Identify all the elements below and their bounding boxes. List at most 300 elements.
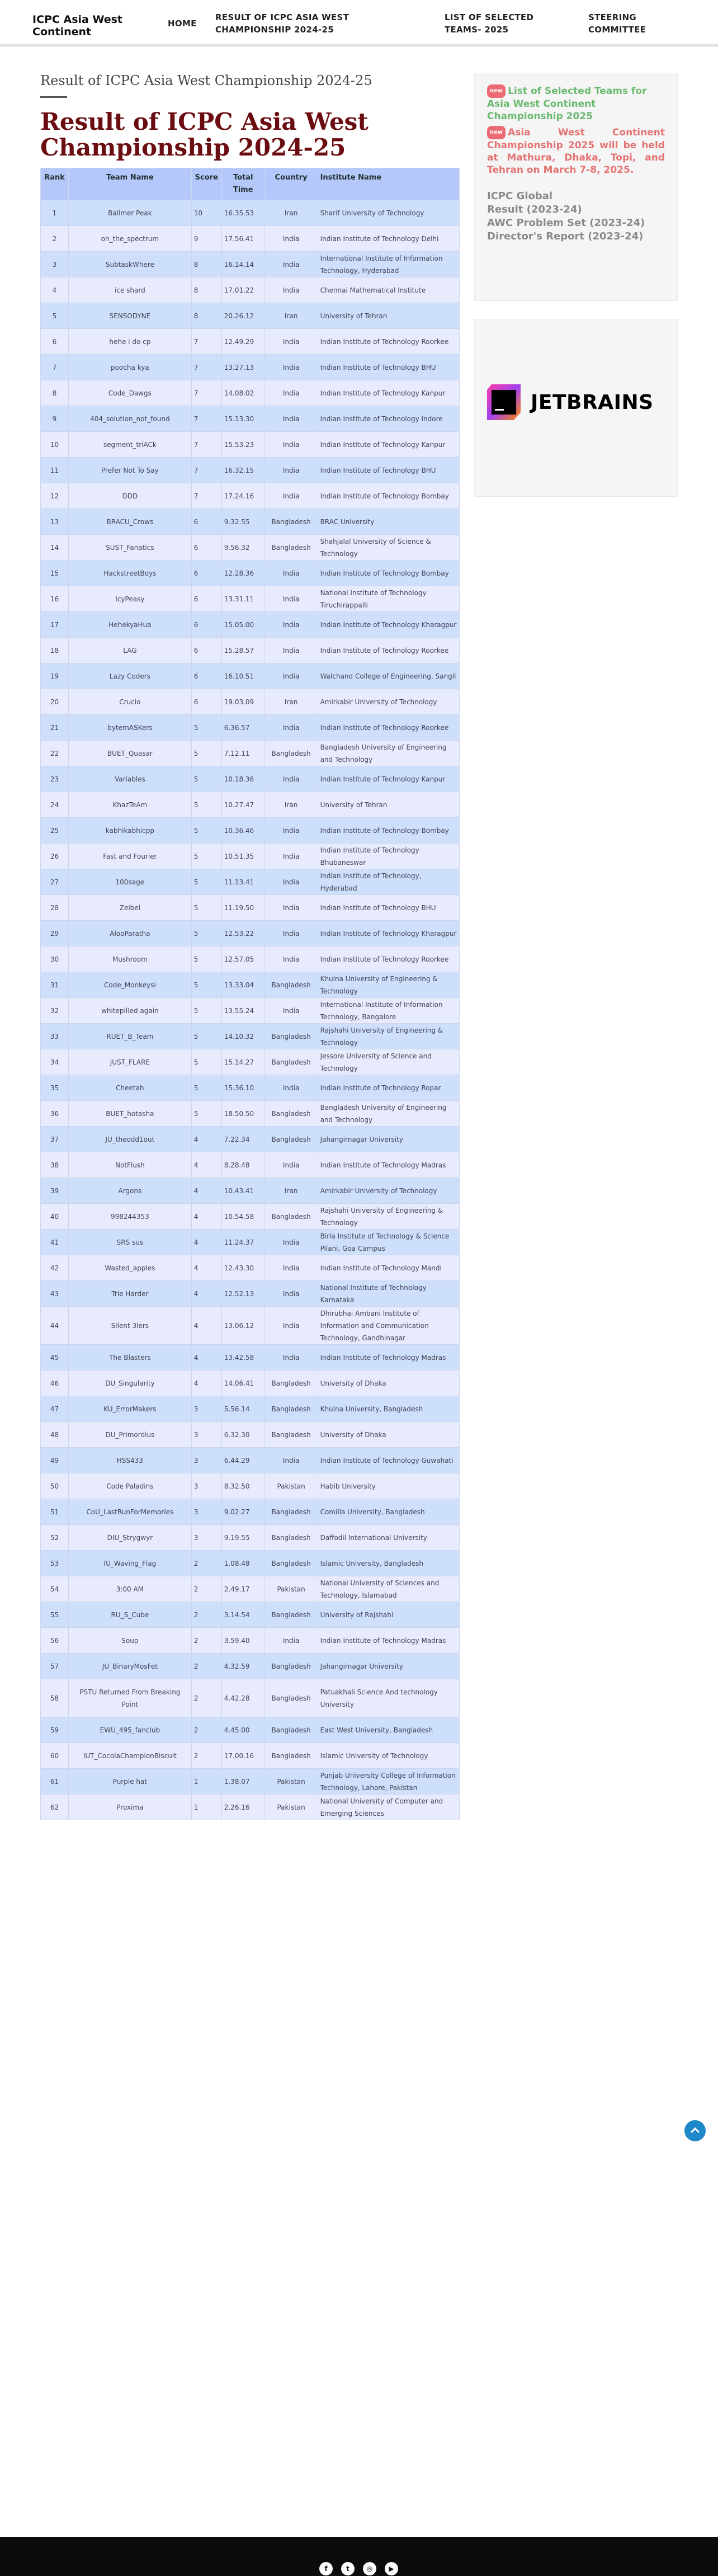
cell-team-name: IcyPeasy [68, 586, 191, 612]
cell-rank: 7 [41, 355, 69, 380]
cell-team-name: NotFlush [68, 1152, 191, 1178]
cell-institute-name: National University of Sciences and Technology, Islamabad [318, 1576, 459, 1602]
table-row [41, 252, 460, 277]
table-row [41, 432, 460, 458]
table-row [41, 509, 460, 535]
site-brand[interactable]: ICPC Asia West Continent [32, 13, 123, 38]
cell-country: India [264, 1255, 318, 1281]
cell-score: 4 [191, 1255, 221, 1281]
cell-team-name: Cheetah [68, 1075, 191, 1101]
championship-announcement-link[interactable] [487, 126, 665, 176]
cell-total-time: 15.14.27 [221, 1049, 264, 1075]
cell-team-name: whitepilled again [68, 998, 191, 1024]
table-row [41, 766, 460, 792]
cell-rank: 15 [41, 561, 69, 586]
table-row [41, 1576, 460, 1602]
cell-rank: 41 [41, 1230, 69, 1255]
cell-institute-name: Indian Institute of Technology Kanpur [318, 380, 459, 406]
cell-team-name: Wasted_apples [68, 1255, 191, 1281]
cell-country: Bangladesh [264, 1204, 318, 1230]
table-row [41, 1255, 460, 1281]
cell-country: Bangladesh [264, 1602, 318, 1628]
cell-institute-name: Indian Institute of Technology Bombay [318, 561, 459, 586]
cell-country: India [264, 458, 318, 483]
cell-team-name: Trie Harder [68, 1281, 191, 1307]
cell-institute-name: BRAC University [318, 509, 459, 535]
cell-country: India [264, 1230, 318, 1255]
cell-total-time: 13.06.12 [221, 1307, 264, 1345]
cell-country: Bangladesh [264, 741, 318, 766]
cell-rank: 11 [41, 458, 69, 483]
cell-score: 4 [191, 1371, 221, 1396]
cell-total-time: 12.52.13 [221, 1281, 264, 1307]
cell-score: 3 [191, 1525, 221, 1551]
cell-rank: 50 [41, 1473, 69, 1499]
sponsor-panel [474, 319, 678, 497]
cell-total-time: 3.59.40 [221, 1628, 264, 1654]
nav-steering-committee-link[interactable]: STEERING COMMITTEE [588, 12, 646, 35]
cell-total-time: 4.42.28 [221, 1679, 264, 1717]
cell-country: India [264, 1345, 318, 1371]
cell-institute-name: Indian Institute of Technology Madras [318, 1628, 459, 1654]
cell-institute-name: Indian Institute of Technology Madras [318, 1345, 459, 1371]
table-row [41, 277, 460, 303]
table-row [41, 1551, 460, 1576]
cell-country: India [264, 715, 318, 741]
table-row [41, 483, 460, 509]
cell-team-name: Silent 3lers [68, 1307, 191, 1345]
cell-team-name: DIU_Strygwyr [68, 1525, 191, 1551]
cell-total-time: 16.10.51 [221, 663, 264, 689]
cell-rank: 59 [41, 1717, 69, 1743]
cell-team-name: LAG [68, 638, 191, 663]
cell-total-time: 9.56.32 [221, 535, 264, 561]
cell-country: India [264, 1448, 318, 1473]
table-row [41, 406, 460, 432]
cell-score: 5 [191, 1049, 221, 1075]
table-row [41, 1345, 460, 1371]
table-row [41, 998, 460, 1024]
cell-team-name: 100sage [68, 869, 191, 895]
cell-country: India [264, 869, 318, 895]
cell-team-name: JUST_FLARE [68, 1049, 191, 1075]
selected-teams-link[interactable] [487, 84, 665, 123]
cell-score: 3 [191, 1448, 221, 1473]
cell-team-name: 3:00 AM [68, 1576, 191, 1602]
nav-selected-teams-link[interactable]: LIST OF SELECTED TEAMS- 2025 [445, 12, 534, 35]
cell-country: Pakistan [264, 1769, 318, 1795]
cell-rank: 46 [41, 1371, 69, 1396]
table-row [41, 1101, 460, 1127]
cell-team-name: PSTU Returned From Breaking Point [68, 1679, 191, 1717]
cell-score: 4 [191, 1281, 221, 1307]
cell-country: India [264, 895, 318, 921]
cell-rank: 14 [41, 535, 69, 561]
table-row [41, 1473, 460, 1499]
cell-country: Bangladesh [264, 509, 318, 535]
table-row [41, 1075, 460, 1101]
table-row [41, 946, 460, 972]
table-row [41, 586, 460, 612]
cell-team-name: ice shard [68, 277, 191, 303]
cell-country: Pakistan [264, 1576, 318, 1602]
cell-rank: 38 [41, 1152, 69, 1178]
cell-country: India [264, 1307, 318, 1345]
cell-rank: 62 [41, 1795, 69, 1820]
cell-score: 2 [191, 1576, 221, 1602]
cell-institute-name: Shahjalal University of Science & Technology [318, 535, 459, 561]
table-row [41, 972, 460, 998]
nav-result-link[interactable]: RESULT OF ICPC ASIA WEST CHAMPIONSHIP 2024-25 [215, 12, 349, 35]
cell-team-name: JU_theodd1out [68, 1127, 191, 1152]
cell-total-time: 7.12.11 [221, 741, 264, 766]
cell-institute-name: Jahangirnagar University [318, 1127, 459, 1152]
instagram-icon[interactable]: ◎ [363, 2562, 376, 2575]
cell-score: 7 [191, 355, 221, 380]
table-row [41, 663, 460, 689]
cell-institute-name: Rajshahi University of Engineering & Technology [318, 1204, 459, 1230]
cell-rank: 26 [41, 844, 69, 869]
cell-total-time: 10.18.36 [221, 766, 264, 792]
cell-team-name: RU_S_Cube [68, 1602, 191, 1628]
cell-country: India [264, 921, 318, 946]
sidebar-announcements [474, 73, 678, 301]
cell-team-name: DU_Singularity [68, 1371, 191, 1396]
cell-score: 2 [191, 1551, 221, 1576]
table-row [41, 1602, 460, 1628]
cell-total-time: 13.55.24 [221, 998, 264, 1024]
cell-team-name: 998244353 [68, 1204, 191, 1230]
cell-team-name: IUT_CocolaChampionBiscuit [68, 1743, 191, 1769]
cell-total-time: 10.51.35 [221, 844, 264, 869]
cell-institute-name: Indian Institute of Technology, Hyderabad [318, 869, 459, 895]
cell-team-name: kabhikabhicpp [68, 818, 191, 844]
cell-total-time: 12.28.36 [221, 561, 264, 586]
cell-team-name: segment_triACk [68, 432, 191, 458]
cell-country: Bangladesh [264, 1127, 318, 1152]
jetbrains-wordmark: JETBRAINS [531, 391, 654, 414]
cell-total-time: 6.44.29 [221, 1448, 264, 1473]
cell-rank: 51 [41, 1499, 69, 1525]
cell-institute-name: Khulna University of Engineering & Technology [318, 972, 459, 998]
cell-institute-name: National Institute of Technology Karnataka [318, 1281, 459, 1307]
cell-total-time: 9.32.55 [221, 509, 264, 535]
cell-score: 3 [191, 1473, 221, 1499]
cell-institute-name: Habib University [318, 1473, 459, 1499]
table-row [41, 1525, 460, 1551]
cell-total-time: 14.10.32 [221, 1024, 264, 1049]
cell-score: 5 [191, 921, 221, 946]
cell-total-time: 4.45.00 [221, 1717, 264, 1743]
cell-total-time: 13.42.58 [221, 1345, 264, 1371]
cell-score: 1 [191, 1769, 221, 1795]
nav-home-link[interactable]: HOME [168, 18, 197, 29]
cell-score: 2 [191, 1654, 221, 1679]
cell-country: Pakistan [264, 1795, 318, 1820]
cell-country: India [264, 1075, 318, 1101]
table-row [41, 1127, 460, 1152]
cell-score: 5 [191, 766, 221, 792]
cell-total-time: 15.53.23 [221, 432, 264, 458]
cell-institute-name: University of Dhaka [318, 1371, 459, 1396]
table-row [41, 1422, 460, 1448]
cell-total-time: 9.19.55 [221, 1525, 264, 1551]
cell-score: 7 [191, 329, 221, 355]
table-row [41, 741, 460, 766]
table-row [41, 561, 460, 586]
results-table [40, 168, 460, 1820]
cell-country: India [264, 612, 318, 638]
cell-score: 5 [191, 869, 221, 895]
cell-institute-name: Indian Institute of Technology Roorkee [318, 946, 459, 972]
cell-rank: 20 [41, 689, 69, 715]
cell-institute-name: Indian Institute of Technology BHU [318, 895, 459, 921]
cell-institute-name: Punjab University College of Information Technology, Lahore, Pakistan [318, 1769, 459, 1795]
directors-report-link[interactable]: Director's Report (2023-24) [487, 230, 644, 242]
cell-team-name: Argons [68, 1178, 191, 1204]
icpc-global-link[interactable]: ICPC Global [487, 190, 553, 202]
announcement-text: Asia West Continent Championship 2025 will be held at Mathura, Dhaka, Topi, and Tehran on March 7-8, 2025. [487, 127, 665, 176]
cell-institute-name: Comilla University, Bangladesh [318, 1499, 459, 1525]
cell-total-time: 19.03.09 [221, 689, 264, 715]
cell-institute-name: Indian Institute of Technology Roorkee [318, 638, 459, 663]
cell-score: 5 [191, 715, 221, 741]
cell-rank: 9 [41, 406, 69, 432]
cell-rank: 13 [41, 509, 69, 535]
cell-total-time: 12.43.30 [221, 1255, 264, 1281]
table-row [41, 818, 460, 844]
header-country: Country [264, 168, 318, 200]
cell-team-name: SENSODYNE [68, 303, 191, 329]
cell-score: 2 [191, 1602, 221, 1628]
header-rank: Rank [41, 168, 69, 200]
cell-score: 10 [191, 200, 221, 226]
cell-institute-name: Birla Institute of Technology & Science Pilani, Goa Campus [318, 1230, 459, 1255]
cell-total-time: 2.26.16 [221, 1795, 264, 1820]
cell-institute-name: Indian Institute of Technology Kanpur [318, 432, 459, 458]
cell-institute-name: Bangladesh University of Engineering and Technology [318, 1101, 459, 1127]
table-row [41, 1371, 460, 1396]
table-row [41, 535, 460, 561]
cell-rank: 16 [41, 586, 69, 612]
cell-rank: 19 [41, 663, 69, 689]
cell-score: 4 [191, 1178, 221, 1204]
cell-rank: 49 [41, 1448, 69, 1473]
table-row [41, 1717, 460, 1743]
cell-institute-name: Bangladesh University of Engineering and Technology [318, 741, 459, 766]
cell-rank: 28 [41, 895, 69, 921]
cell-country: Iran [264, 200, 318, 226]
cell-score: 5 [191, 818, 221, 844]
cell-institute-name: Indian Institute of Technology Kharagpur [318, 921, 459, 946]
cell-country: Bangladesh [264, 1743, 318, 1769]
cell-country: Bangladesh [264, 1717, 318, 1743]
cell-score: 5 [191, 946, 221, 972]
cell-team-name: RUET_B_Team [68, 1024, 191, 1049]
cell-team-name: Soup [68, 1628, 191, 1654]
cell-team-name: Crucio [68, 689, 191, 715]
cell-country: Bangladesh [264, 1049, 318, 1075]
table-row [41, 869, 460, 895]
cell-total-time: 17.01.22 [221, 277, 264, 303]
cell-rank: 4 [41, 277, 69, 303]
cell-country: Bangladesh [264, 1654, 318, 1679]
cell-institute-name: Indian Institute of Technology BHU [318, 355, 459, 380]
cell-score: 5 [191, 972, 221, 998]
cell-team-name: IU_Waving_Flag [68, 1551, 191, 1576]
cell-score: 5 [191, 792, 221, 818]
cell-rank: 37 [41, 1127, 69, 1152]
cell-rank: 21 [41, 715, 69, 741]
cell-team-name: HackstreetBoys [68, 561, 191, 586]
cell-score: 7 [191, 406, 221, 432]
chevron-up-icon [684, 2120, 706, 2141]
cell-total-time: 11.19.50 [221, 895, 264, 921]
cell-rank: 30 [41, 946, 69, 972]
cell-institute-name: Patuakhali Science And technology University [318, 1679, 459, 1717]
table-row [41, 1654, 460, 1679]
cell-country: Bangladesh [264, 1422, 318, 1448]
cell-country: India [264, 766, 318, 792]
cell-institute-name: National Institute of Technology Tiruchirappalli [318, 586, 459, 612]
cell-team-name: DDD [68, 483, 191, 509]
cell-rank: 17 [41, 612, 69, 638]
cell-institute-name: Indian Institute of Technology Bombay [318, 818, 459, 844]
cell-country: India [264, 277, 318, 303]
cell-score: 2 [191, 1679, 221, 1717]
cell-score: 4 [191, 1345, 221, 1371]
top-navbar [0, 0, 718, 47]
cell-total-time: 8.32.50 [221, 1473, 264, 1499]
cell-total-time: 10.27.47 [221, 792, 264, 818]
table-row [41, 1499, 460, 1525]
table-row [41, 200, 460, 226]
cell-rank: 35 [41, 1075, 69, 1101]
cell-score: 4 [191, 1230, 221, 1255]
cell-rank: 42 [41, 1255, 69, 1281]
cell-institute-name: Indian Institute of Technology Indore [318, 406, 459, 432]
cell-country: Bangladesh [264, 1371, 318, 1396]
cell-country: Pakistan [264, 1473, 318, 1499]
cell-rank: 29 [41, 921, 69, 946]
cell-rank: 39 [41, 1178, 69, 1204]
cell-country: Iran [264, 1178, 318, 1204]
cell-rank: 43 [41, 1281, 69, 1307]
cell-country: India [264, 380, 318, 406]
cell-total-time: 15.13.30 [221, 406, 264, 432]
cell-rank: 53 [41, 1551, 69, 1576]
cell-country: Bangladesh [264, 535, 318, 561]
cell-institute-name: Indian Institute of Technology Guwahati [318, 1448, 459, 1473]
awc-problem-set-link[interactable]: AWC Problem Set (2023-24) [487, 217, 645, 229]
cell-institute-name: Indian Institute of Technology Mandi [318, 1255, 459, 1281]
cell-country: Bangladesh [264, 1679, 318, 1717]
cell-total-time: 13.31.11 [221, 586, 264, 612]
cell-institute-name: Jahangirnagar University [318, 1654, 459, 1679]
cell-institute-name: University of Dhaka [318, 1422, 459, 1448]
table-row [41, 921, 460, 946]
breadcrumb: Result of ICPC Asia West Championship 2024-25 [40, 73, 372, 88]
cell-rank: 6 [41, 329, 69, 355]
cell-team-name: SubtaskWhere [68, 252, 191, 277]
cell-institute-name: Rajshahi University of Engineering & Technology [318, 1024, 459, 1049]
sidebar-spacer [487, 176, 665, 190]
cell-country: India [264, 844, 318, 869]
cell-total-time: 15.05.00 [221, 612, 264, 638]
cell-team-name: DU_Primordius [68, 1422, 191, 1448]
cell-total-time: 6.36.57 [221, 715, 264, 741]
cell-team-name: Ballmer Peak [68, 200, 191, 226]
table-row [41, 1281, 460, 1307]
cell-rank: 55 [41, 1602, 69, 1628]
table-header-row [41, 168, 460, 200]
cell-team-name: 404_solution_not_found [68, 406, 191, 432]
cell-total-time: 11.24.37 [221, 1230, 264, 1255]
cell-total-time: 1.38.07 [221, 1769, 264, 1795]
cell-team-name: EWU_495_fanclub [68, 1717, 191, 1743]
cell-score: 1 [191, 1795, 221, 1820]
cell-rank: 40 [41, 1204, 69, 1230]
cell-country: Bangladesh [264, 1101, 318, 1127]
facebook-icon[interactable]: f [319, 2562, 333, 2575]
cell-rank: 36 [41, 1101, 69, 1127]
cell-team-name: KU_ErrorMakers [68, 1396, 191, 1422]
cell-institute-name: Amirkabir University of Technology [318, 689, 459, 715]
youtube-icon[interactable]: ▶ [385, 2562, 398, 2575]
cell-institute-name: Daffodil International University [318, 1525, 459, 1551]
cell-team-name: BRACU_Crows [68, 509, 191, 535]
table-row [41, 792, 460, 818]
cell-score: 3 [191, 1396, 221, 1422]
breadcrumb-divider [40, 96, 67, 98]
cell-score: 6 [191, 561, 221, 586]
cell-country: India [264, 355, 318, 380]
new-badge: new [487, 126, 506, 139]
result-2023-24-link[interactable]: Result (2023-24) [487, 204, 582, 215]
cell-total-time: 1.08.48 [221, 1551, 264, 1576]
cell-total-time: 9.02.27 [221, 1499, 264, 1525]
cell-country: India [264, 1628, 318, 1654]
cell-institute-name: Sharif University of Technology [318, 200, 459, 226]
new-badge: new [487, 84, 506, 98]
cell-country: India [264, 1281, 318, 1307]
cell-country: Bangladesh [264, 1551, 318, 1576]
cell-score: 5 [191, 1101, 221, 1127]
table-row [41, 329, 460, 355]
cell-institute-name: Amirkabir University of Technology [318, 1178, 459, 1204]
cell-team-name: The Blasters [68, 1345, 191, 1371]
jetbrains-logo-icon [487, 384, 521, 420]
cell-rank: 12 [41, 483, 69, 509]
cell-total-time: 4.32.59 [221, 1654, 264, 1679]
cell-institute-name: Khulna University, Bangladesh [318, 1396, 459, 1422]
table-row [41, 1204, 460, 1230]
cell-rank: 1 [41, 200, 69, 226]
table-row [41, 1396, 460, 1422]
cell-score: 6 [191, 638, 221, 663]
cell-rank: 8 [41, 380, 69, 406]
header-team-name: Team Name [68, 168, 191, 200]
twitter-icon[interactable]: t [341, 2562, 355, 2575]
cell-score: 8 [191, 277, 221, 303]
cell-country: Iran [264, 689, 318, 715]
scroll-to-top-button[interactable] [684, 2120, 706, 2141]
cell-team-name: HSS433 [68, 1448, 191, 1473]
cell-team-name: Variables [68, 766, 191, 792]
cell-rank: 56 [41, 1628, 69, 1654]
cell-rank: 32 [41, 998, 69, 1024]
cell-rank: 52 [41, 1525, 69, 1551]
